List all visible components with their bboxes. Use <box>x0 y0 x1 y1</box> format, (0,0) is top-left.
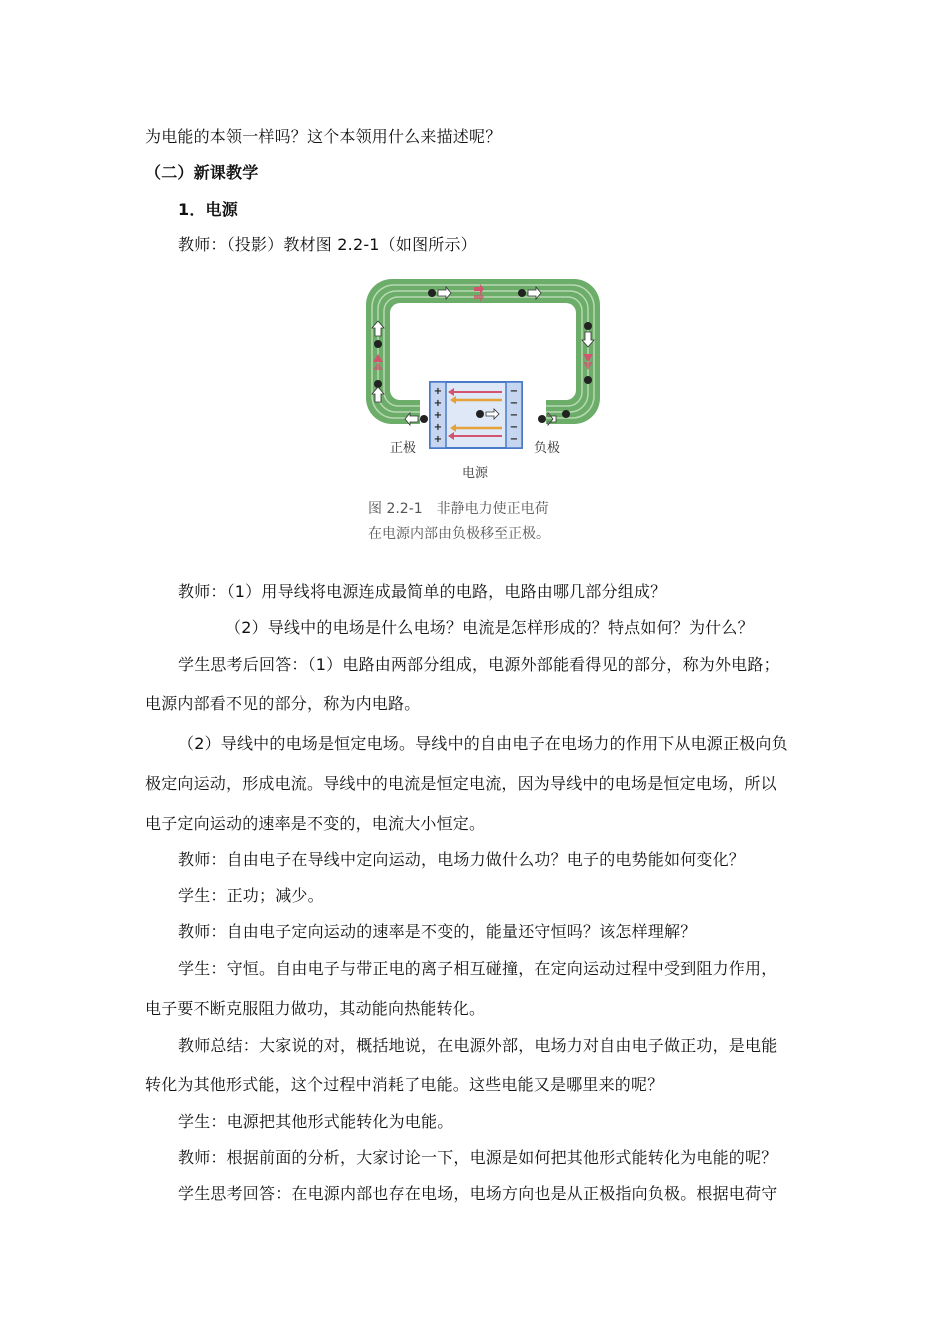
electron-dot <box>538 415 546 423</box>
electron-dot <box>584 322 592 330</box>
figure-caption-line1: 图 2.2-1 非静电力使正电荷 <box>368 501 549 517</box>
electron-dot <box>374 340 382 348</box>
charge-dot <box>476 410 484 418</box>
subsection-heading: 1．电源 <box>178 200 238 219</box>
minus-sign: − <box>509 398 519 409</box>
text-line: 极定向运动，形成电流。导线中的电流是恒定电流，因为导线中的电场是恒定电场，所以 <box>145 774 777 793</box>
minus-sign: − <box>509 434 519 445</box>
text-line: 学生：电源把其他形式能转化为电能。 <box>178 1112 454 1131</box>
text-line: 转化为其他形式能，这个过程中消耗了电能。这些电能又是哪里来的呢？ <box>145 1075 664 1094</box>
text-line: 学生：守恒。自由电子与带正电的离子相互碰撞，在定向运动过程中受到阻力作用， <box>178 959 778 978</box>
power-source-label: 电源 <box>462 466 489 481</box>
electron-dot <box>428 289 436 297</box>
circuit-figure <box>362 276 604 548</box>
plus-sign: + <box>433 386 443 397</box>
text-line: 教师总结：大家说的对，概括地说，在电源外部，电场力对自由电子做正功，是电能 <box>178 1036 778 1055</box>
text-line: 教师：自由电子定向运动的速率是不变的，能量还守恒吗？该怎样理解？ <box>178 922 697 941</box>
text-line: 教师：自由电子在导线中定向运动，电场力做什么功？电子的电势能如何变化？ <box>178 850 746 869</box>
plus-sign: + <box>433 434 443 445</box>
minus-sign: − <box>509 386 519 397</box>
text-line: 学生思考回答：在电源内部也存在电场，电场方向也是从正极指向负极。根据电荷守 <box>178 1184 778 1203</box>
text-line: （2）导线中的电场是恒定电场。导线中的自由电子在电场力的作用下从电源正极向负 <box>178 734 788 753</box>
text-line: 教师：根据前面的分析，大家讨论一下，电源是如何把其他形式能转化为电能的呢？ <box>178 1148 778 1167</box>
plus-sign: + <box>433 410 443 421</box>
text-line: 教师：（1）用导线将电源连成最简单的电路，电路由哪几部分组成？ <box>178 582 667 601</box>
section-heading: （二）新课教学 <box>145 163 259 182</box>
negative-pole-label: 负极 <box>534 441 561 456</box>
text-line: 电源内部看不见的部分，称为内电路。 <box>145 694 421 713</box>
positive-pole-label: 正极 <box>390 441 417 456</box>
text-line: 电子定向运动的速率是不变的，电流大小恒定。 <box>145 814 486 833</box>
text-line: 学生思考后回答：（1）电路由两部分组成，电源外部能看得见的部分，称为外电路； <box>178 655 780 674</box>
plus-sign: + <box>433 422 443 433</box>
text-line: 为电能的本领一样吗？这个本领用什么来描述呢？ <box>145 127 502 146</box>
electron-dot <box>584 376 592 384</box>
electron-dot <box>518 289 526 297</box>
text-line: （2）导线中的电场是什么电场？电流是怎样形成的？特点如何？为什么？ <box>225 618 754 637</box>
circuit-diagram <box>362 276 604 548</box>
minus-sign: − <box>509 410 519 421</box>
plus-sign: + <box>433 398 443 409</box>
text-line: 电子要不断克服阻力做功，其动能向热能转化。 <box>145 999 486 1018</box>
text-line: 教师：（投影）教材图 2.2-1（如图所示） <box>178 235 477 254</box>
electron-dot <box>420 415 428 423</box>
text-line: 学生：正功；减少。 <box>178 886 324 905</box>
minus-sign: − <box>509 422 519 433</box>
figure-caption-line2: 在电源内部由负极移至正极。 <box>368 526 550 542</box>
